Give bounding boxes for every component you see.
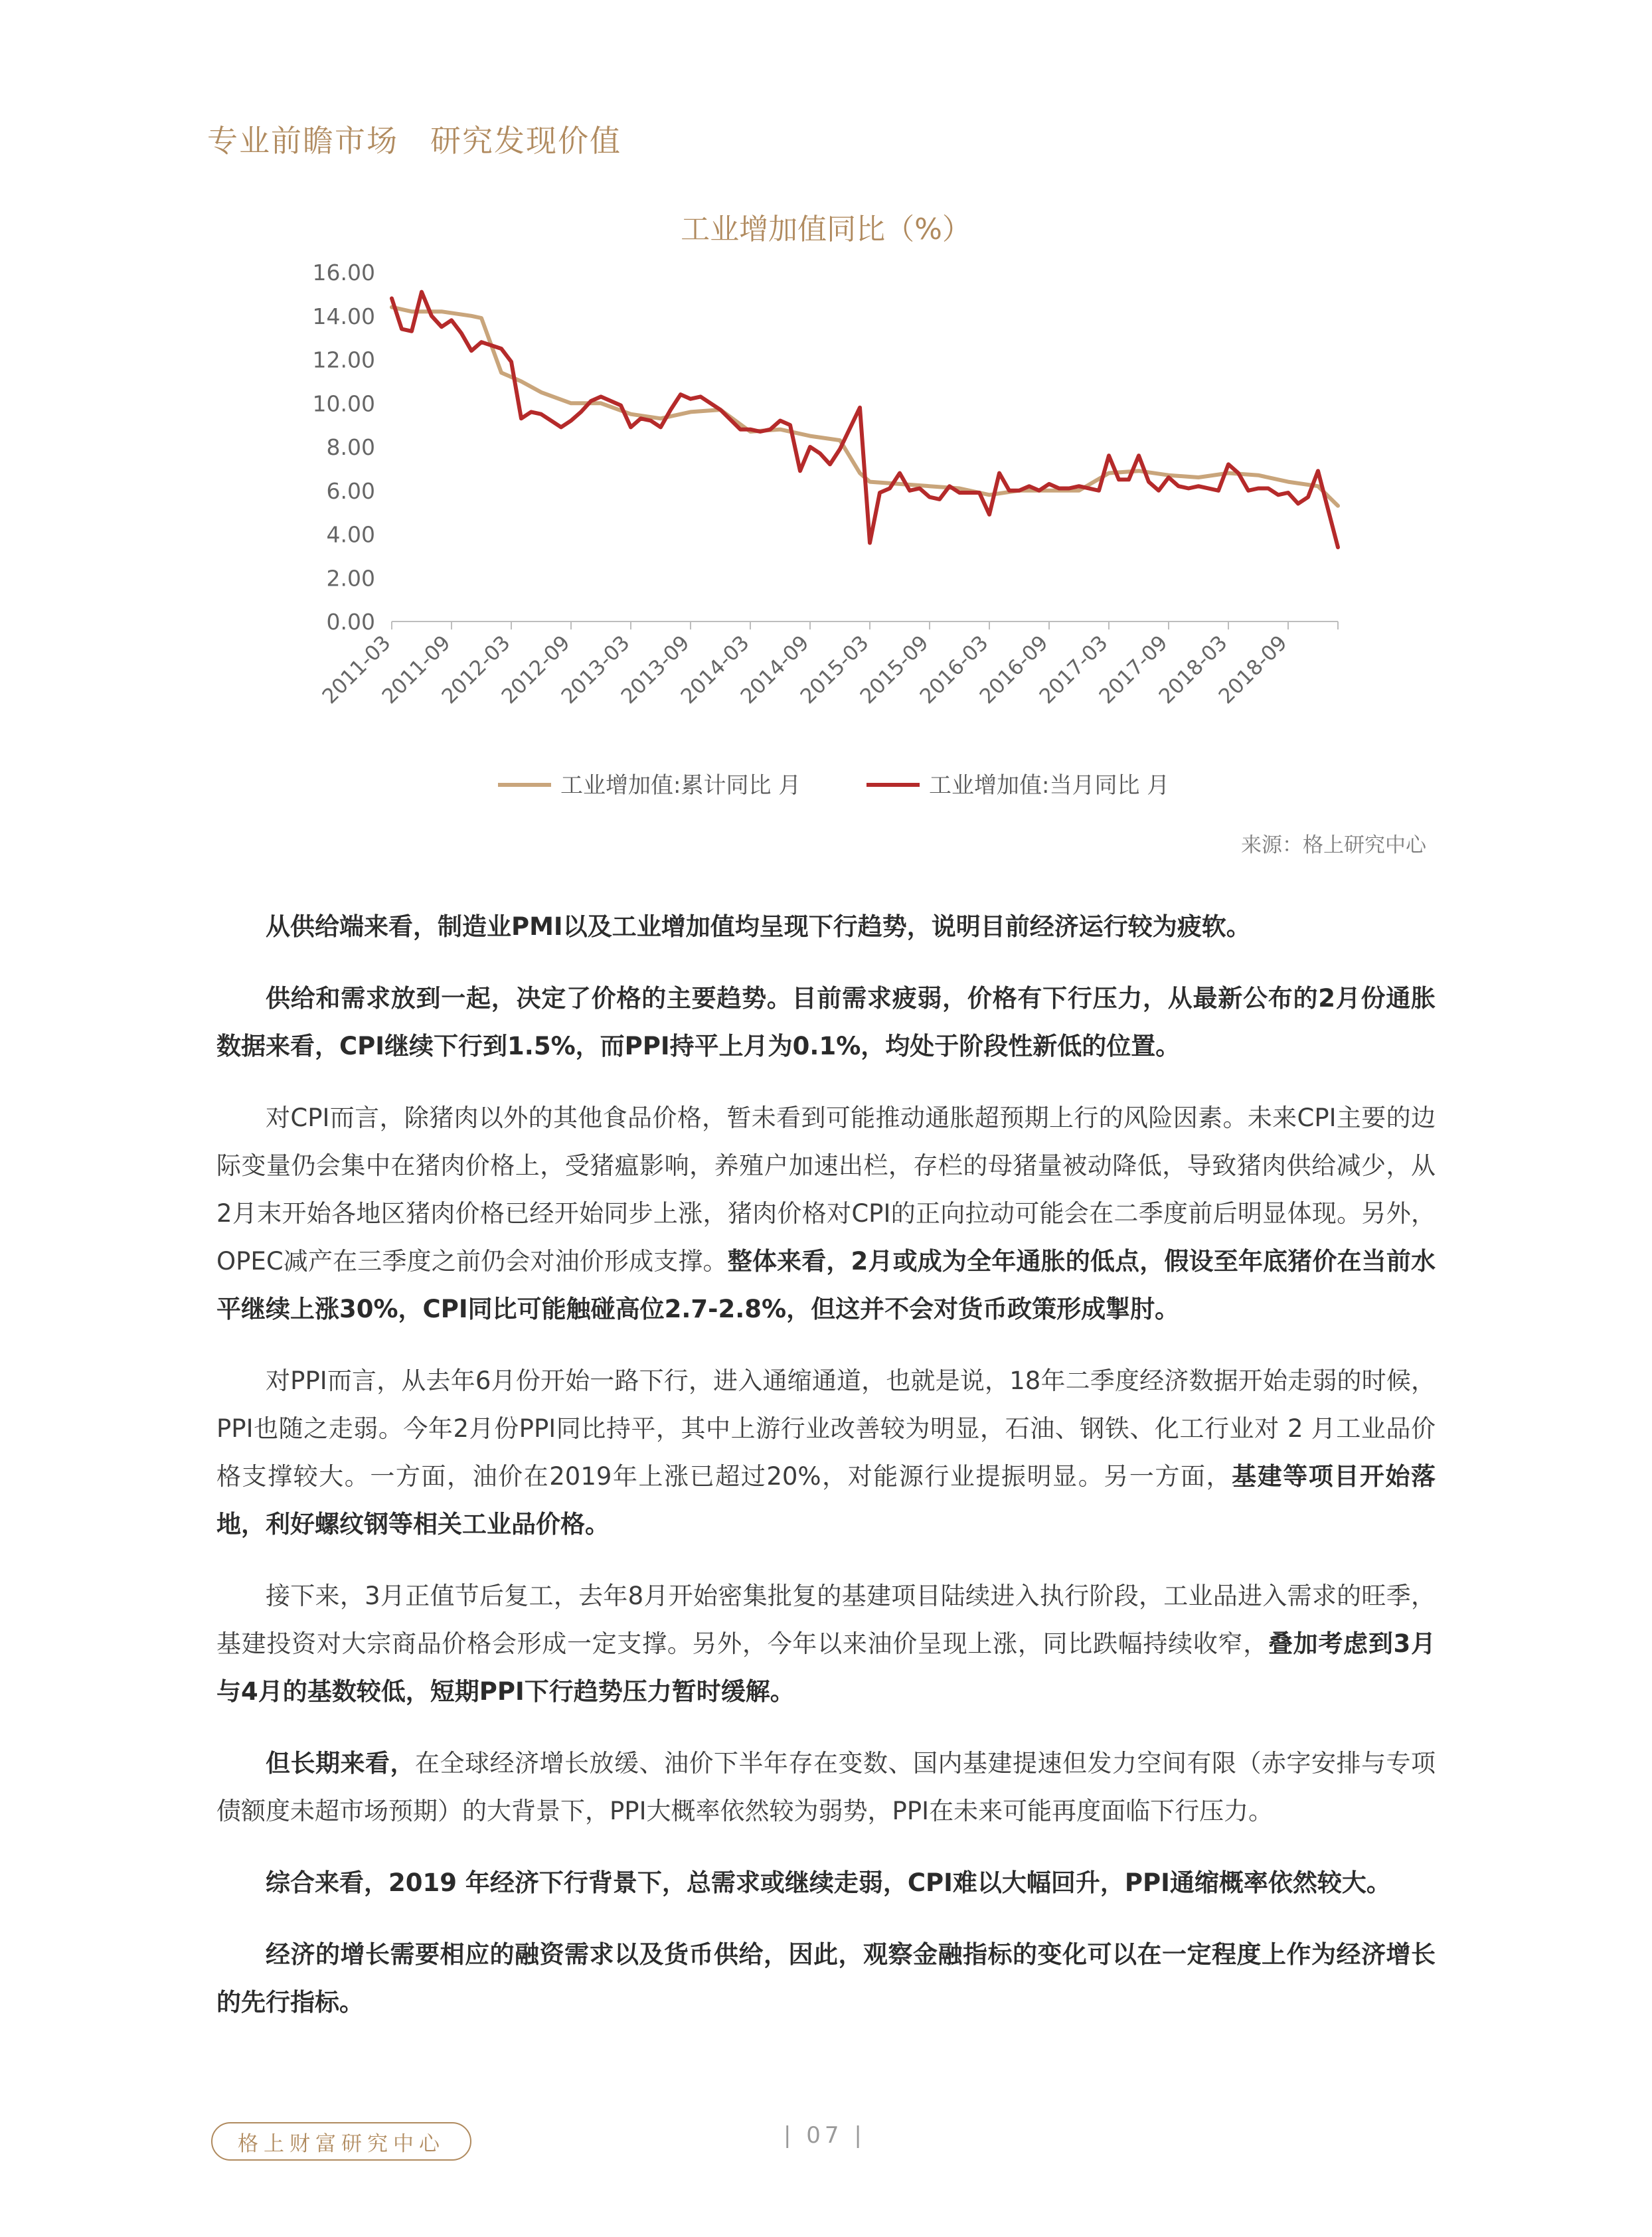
x-tick-label: 2015-09 <box>855 631 934 709</box>
paragraph <box>216 1572 1436 1716</box>
article-body <box>216 903 1436 2027</box>
text-segment: 接下来，3月正值节后复工，去年8月开始密集批复的基建项目陆续进入执行阶段，工业品进入需求的旺季，基建投资对大宗商品价格会形成一定支撑。另外，今年以来油价呈现上涨，同比跌幅持续收窄， <box>216 1582 1436 1658</box>
footer-badge: 格上财富研究中心 <box>211 2122 471 2161</box>
x-tick-label: 2011-03 <box>317 631 396 709</box>
y-tick-label: 10.00 <box>312 390 375 417</box>
bold-text-segment: 经济的增长需要相应的融资需求以及货币供给，因此，观察金融指标的变化可以在一定程度上作为经济增长的先行指标。 <box>216 1940 1436 2017</box>
y-tick-label: 6.00 <box>326 477 375 504</box>
x-tick-label: 2012-03 <box>437 631 515 709</box>
x-tick-label: 2017-03 <box>1034 631 1113 709</box>
x-tick-label: 2018-09 <box>1214 631 1292 709</box>
paragraph <box>216 1094 1436 1333</box>
x-tick-label: 2015-03 <box>795 631 874 709</box>
text-segment: 对CPI而言，除猪肉以外的其他食品价格，暂未看到可能推动通胀超预期上行的风险因素。未来CPI主要的边际变量仍会集中在猪肉价格上，受猪瘟影响，养殖户加速出栏，存栏的母猪量被动降低，导致猪肉供给减少，从2月末开始各地区猪肉价格已经开始同步上涨，猪肉价格对CPI的正向拉动可能会在二季度前后明显体现。另外，OPEC减产在三季度之前仍会对油价形成支撑。 <box>216 1104 1436 1276</box>
paragraph <box>216 975 1436 1070</box>
paragraph <box>216 1931 1436 2027</box>
header-tagline: 专业前瞻市场 研究发现价值 <box>207 123 621 159</box>
page-number: | 07 | <box>784 2122 866 2149</box>
text-segment: 在全球经济增长放缓、油价下半年存在变数、国内基建提速但发力空间有限（赤字安排与专项债额度未超市场预期）的大背景下，PPI大概率依然较为弱势，PPI在未来可能再度面临下行压力。 <box>216 1749 1436 1825</box>
legend-label: 工业增加值:累计同比 月 <box>560 772 801 799</box>
x-tick-label: 2012-09 <box>497 631 575 709</box>
bold-text-segment: 基建等项目开始落地，利好螺纹钢等相关工业品价格。 <box>216 1462 1436 1538</box>
y-tick-label: 8.00 <box>326 434 375 460</box>
x-tick-label: 2016-03 <box>915 631 993 709</box>
y-tick-label: 0.00 <box>326 609 375 635</box>
x-tick-label: 2011-09 <box>377 631 455 709</box>
y-tick-label: 2.00 <box>326 565 375 592</box>
x-tick-label: 2016-09 <box>975 631 1053 709</box>
y-tick-label: 12.00 <box>312 347 375 373</box>
bold-text-segment: 综合来看，2019 年经济下行背景下，总需求或继续走弱，CPI难以大幅回升，PPI通缩概率依然较大。 <box>266 1868 1391 1897</box>
legend-label: 工业增加值:当月同比 月 <box>929 772 1170 799</box>
bold-text-segment: 从供给端来看，制造业PMI以及工业增加值均呈现下行趋势，说明目前经济运行较为疲软。 <box>266 912 1251 941</box>
x-tick-label: 2014-03 <box>676 631 754 709</box>
x-tick-label: 2013-09 <box>616 631 695 709</box>
bold-text-segment: 叠加考虑到3月与4月的基数较低，短期PPI下行趋势压力暂时缓解。 <box>216 1629 1436 1706</box>
chart-svg <box>0 0 1652 876</box>
industrial-value-added-chart <box>0 0 1652 876</box>
series-line-monthly <box>392 292 1338 548</box>
x-tick-label: 2017-09 <box>1094 631 1173 709</box>
y-tick-label: 4.00 <box>326 521 375 548</box>
source-note: 来源：格上研究中心 <box>1241 833 1426 857</box>
bold-text-segment: 供给和需求放到一起，决定了价格的主要趋势。目前需求疲弱，价格有下行压力，从最新公布的2月份通胀数据来看，CPI继续下行到1.5%，而PPI持平上月为0.1%，均处于阶段性新低的位置。 <box>216 984 1436 1060</box>
chart-title: 工业增加值同比（%） <box>681 212 971 246</box>
y-tick-label: 16.00 <box>312 260 375 286</box>
bold-text-segment: 整体来看，2月或成为全年通胀的低点，假设至年底猪价在当前水平继续上涨30%，CPI同比可能触碰高位2.7-2.8%，但这并不会对货币政策形成掣肘。 <box>216 1247 1436 1323</box>
bold-text-segment: 但长期来看， <box>266 1749 415 1778</box>
text-segment: 对PPI而言，从去年6月份开始一路下行，进入通缩通道，也就是说，18年二季度经济数据开始走弱的时候，PPI也随之走弱。今年2月份PPI同比持平，其中上游行业改善较为明显，石油、钢铁、化工行业对 2 月工业品价格支撑较大。一方面，油价在2019年上涨已超过20%，对能源行业提振明显。另一方面， <box>216 1367 1436 1491</box>
x-tick-label: 2018-03 <box>1154 631 1232 709</box>
x-tick-label: 2013-03 <box>556 631 635 709</box>
paragraph <box>216 903 1436 951</box>
x-tick-label: 2014-09 <box>736 631 814 709</box>
paragraph <box>216 1740 1436 1835</box>
y-tick-label: 14.00 <box>312 303 375 329</box>
paragraph <box>216 1357 1436 1548</box>
paragraph <box>216 1859 1436 1907</box>
